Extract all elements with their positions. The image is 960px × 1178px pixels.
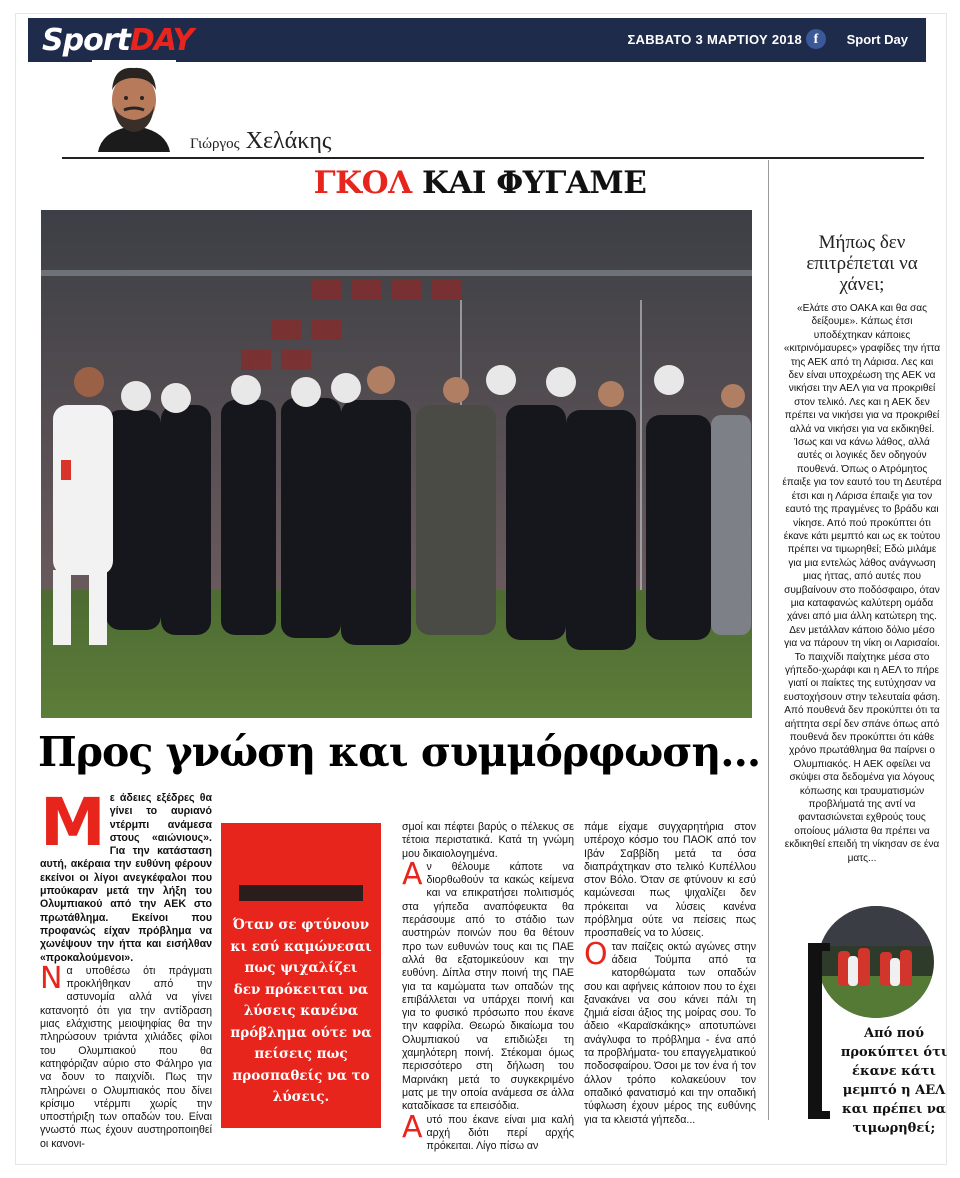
paragraph-text: α υποθέσω ότι πράγματι προκλήθηκαν από την αστυνομία αλλά να γίνει κατανοητό ότι για την αντίδραση μιας ελάχιστης μειοψηφίας θα την πληρώσουν τριάντα χιλιάδες φίλοι του Ολυμπιακού που θα κατηφόριζαν αύριο στο Φάληρο για να δουν το παιχνίδι. Πως την πληρώνει ο Ολυμπιακός που δίνει κρίσιμο ντέρμπι χωρίς την υποστήριξη των οπαδών του. Είναι γνωστό πως έχουν αυστηροποιηθεί οι κανονι- — [40, 964, 212, 1150]
article-column-1 — [40, 784, 212, 1151]
sidebar-text: «Ελάτε στο ΟΑΚΑ και θα σας δείξουμε». Κάπως έτσι υποδέχτηκαν κάποιες «κιτρινόμαυρες» γραφίδες την ήττα της ΑΕΚ από τη Λάρισα. Λες και δεν είναι υποχρέωση της ΑΕΚ να νικήσει την ΑΕΛ για να προκριθεί στον τελικό. Λες και η ΑΕΚ δεν πρέπει να νικήσει για να προκριθεί αλλά να νικήσει για να εκδικηθεί. Ίσως και να κάνω λάθος, αλλά αυτές οι λογικές δεν οδηγούν πουθενά. Όπως ο Ατρόμητος έπαιξε για τον εαυτό του τη Δευτέρα έτσι και η Λάρισα έπαιξε για τον εαυτό της πραγμένες το βράδυ και νίκησε. Από πού προκύπτει ότι έκανε κάτι μεμπτό και ως εκ τούτου πρέπει να τιμωρηθεί; Εδώ μιλάμε για μια εντελώς λάθος ανάγνωση μιας ήττας, από αυτές που συμβαίνουν στο ποδόσφαιρο, όταν μια καταφανώς καλύτερη ομάδα χάνει από μια άλλη κατώτερη της. Δεν μετάλλαν κάποιο δόλιο μέσο για να πάρουν τη νίκη οι Λαρισαίοι. Το παιχνίδι παίχτηκε μέσα στο γήπεδο-χωράφι και η ΑΕΛ το πήρε γιατί οι παίκτες της ευτύχησαν να ευστοχήσουν στην τελευταία φάση. Από πουθενά δεν προκύπτει ότι τα αήττητα σερί δεν σπάνε όπως από πουθενά δεν προκύπτει ότι κάθε χρόνο πρωτάθλημα θα παίρνει ο Ολυμπιακός. Η ΑΕΚ οφείλει να σκύψει στα δεδομένα για λόγους κόπωσης και τραυματισμών προβλήματά της αντί να φαντασιώνεται εχθρούς τους οποίους μάλιστα θα πρέπει να εκδικηθεί επειδή τη νίκησαν σε ένα ματς... — [782, 303, 942, 864]
column-kicker — [0, 165, 960, 201]
sidebar-quote: Από πού προκύπτει ότι έκανε κάτι μεμπτό η ΑΕΛ και πρέπει να τιμωρηθεί; — [840, 1026, 948, 1136]
drop-cap: Α — [402, 1109, 423, 1145]
quote-bracket — [808, 943, 830, 1119]
sidebar-photo — [818, 906, 934, 1018]
pull-quote-box — [221, 823, 381, 1128]
sidebar-title: Μήπως δεν επιτρέπεται να χάνει; — [806, 232, 918, 295]
byline-divider — [62, 157, 924, 159]
drop-cap: Ο — [584, 936, 608, 972]
paragraph-text: ταν παίζεις οκτώ αγώνες στην άδεια Τούμπα από τα κατορθώματα των οπαδών σου και αφήνεις κάποιον που το έχει ξανακάνει να σου κάνει πάλι τη ζημιά είσαι άξιος της μοίρας σου. Το άδειο «Καραϊσκάκης» αποτυπώνει ανάγλυφα το πρόβλημα - ένα από τα προβλήματα- του επαγγελματικού ποδοσφαίρου. Όσοι με τον ένα ή τον άλλον τρόπο κολακεύουν τον οπαδικό φανατισμό και την οπαδική τύφλωση έχουν μέρος της ευθύνης για τα κλειστά γήπεδα... — [584, 940, 756, 1126]
logo-sport: Sport — [42, 23, 130, 58]
drop-cap: Μ — [40, 784, 106, 861]
paragraph — [402, 856, 574, 1114]
drop-cap: Α — [402, 856, 423, 892]
paragraph-text: ε άδειες εξέδρες θα γίνει το αυριανό ντέρμπι ανάμεσα στους «αιώνιους». Για την κατάσταση αυτή, ακέραια την ευθύνη φέρουν εκείνοι οι λίγοι ανεγκέφαλοι που μπούκαραν μετά την λήξη του Ολυμπιακού από την ΑΕΚ στο πρωτάθλημα. Εκείνοι που προφανώς είχαν πρόβλημα να χωνέψουν την ήττα και εισήλθαν «προκαλούμενοι». — [40, 792, 212, 964]
author-last-name: Χελάκης — [245, 128, 332, 154]
logo-day: DAY — [129, 23, 194, 58]
paragraph-text: ν θέλουμε κάποτε να διορθωθούν τα κακώς κείμενα και να επικρατήσει πολιτισμός στα γήπεδα αναπόφευκτα θα περάσουμε από το στάδιο των αυστηρών ποινών που θα θέτουν προ των ευθυνών τους και τις ΠΑΕ αλλά θα εξατομικεύουν και την ευθύνη. Δίπλα στην ποινή της ΠΑΕ για τα καμώματα των οπαδών της επιβάλλεται να υπάρχει ποινή και για το φυσικό πρόσωπο που έκανε την καφρίλα. Θεωρώ δικαίωμα του Ολυμπιακού να επιδιώξει τη χαμηλότερη ποινή. Στέκομαι όμως περισσότερο στη δήλωση του Μαρινάκη μετά το συγκεκριμένο ματς με την οποία ανάμεσα σε άλλα καταδίκασε τα επεισόδια. — [402, 860, 574, 1113]
paragraph — [40, 960, 212, 1151]
kicker-red: ΓΚΟΛ — [313, 165, 412, 201]
sidebar-divider — [768, 160, 769, 1120]
issue-date: ΣΑΒΒΑΤΟ 3 ΜΑΡΤΙΟΥ 2018 — [627, 32, 802, 47]
pull-quote-bar — [239, 885, 363, 901]
paragraph-text: υτό που έκανε είναι μια καλή αρχή διότι περί αρχής πρόκειται. Λίγο πίσω αν — [426, 1113, 574, 1153]
paragraph — [584, 936, 756, 1127]
article-headline: Προς γνώση και συμμόρφωση... — [38, 728, 761, 776]
article-column-3 — [584, 821, 756, 1127]
sportday-logo[interactable] — [42, 23, 193, 58]
drop-cap: Ν — [40, 960, 63, 996]
paragraph — [40, 784, 212, 965]
author-photo — [92, 60, 176, 152]
main-photo — [41, 210, 752, 718]
paragraph: σμοί και πέφτει βαρύς ο πέλεκυς σε τέτοια περιστατικά. Κατά τη γνώμη μου δικαιολογημένα. — [402, 821, 574, 860]
article-column-2 — [402, 821, 574, 1153]
author-first-name: Γιώργος — [190, 136, 240, 152]
author-byline — [190, 128, 331, 155]
paragraph — [402, 1109, 574, 1154]
kicker-black: ΚΑΙ ΦΥΓΑΜΕ — [421, 165, 647, 201]
facebook-page-label[interactable]: Sport Day — [846, 32, 908, 47]
paragraph: πάμε είχαμε συγχαρητήρια στον υπέροχο κόσμο του ΠΑΟΚ από τον Ιβάν Σαββίδη μετά τα όσα διαπράχτηκαν στο τελικό Κυπέλλου στον Βόλο. Όταν σε φτύνουν κι εσύ καμώνεσαι πως ψιχαλίζει δεν πρόκειται να λύσεις κανένα πρόβλημα ούτε να πείσεις πως προσπαθείς να το λύσεις. — [584, 821, 756, 940]
pull-quote-text: Όταν σε φτύνουν κι εσύ καμώνεσαι πως ψιχαλίζει δεν πρόκειται να λύσεις κανένα πρόβλημα ούτε να πείσεις πως προσπαθείς να το λύσεις. — [230, 917, 372, 1105]
masthead-bar — [28, 18, 926, 62]
facebook-icon[interactable]: f — [806, 29, 826, 49]
